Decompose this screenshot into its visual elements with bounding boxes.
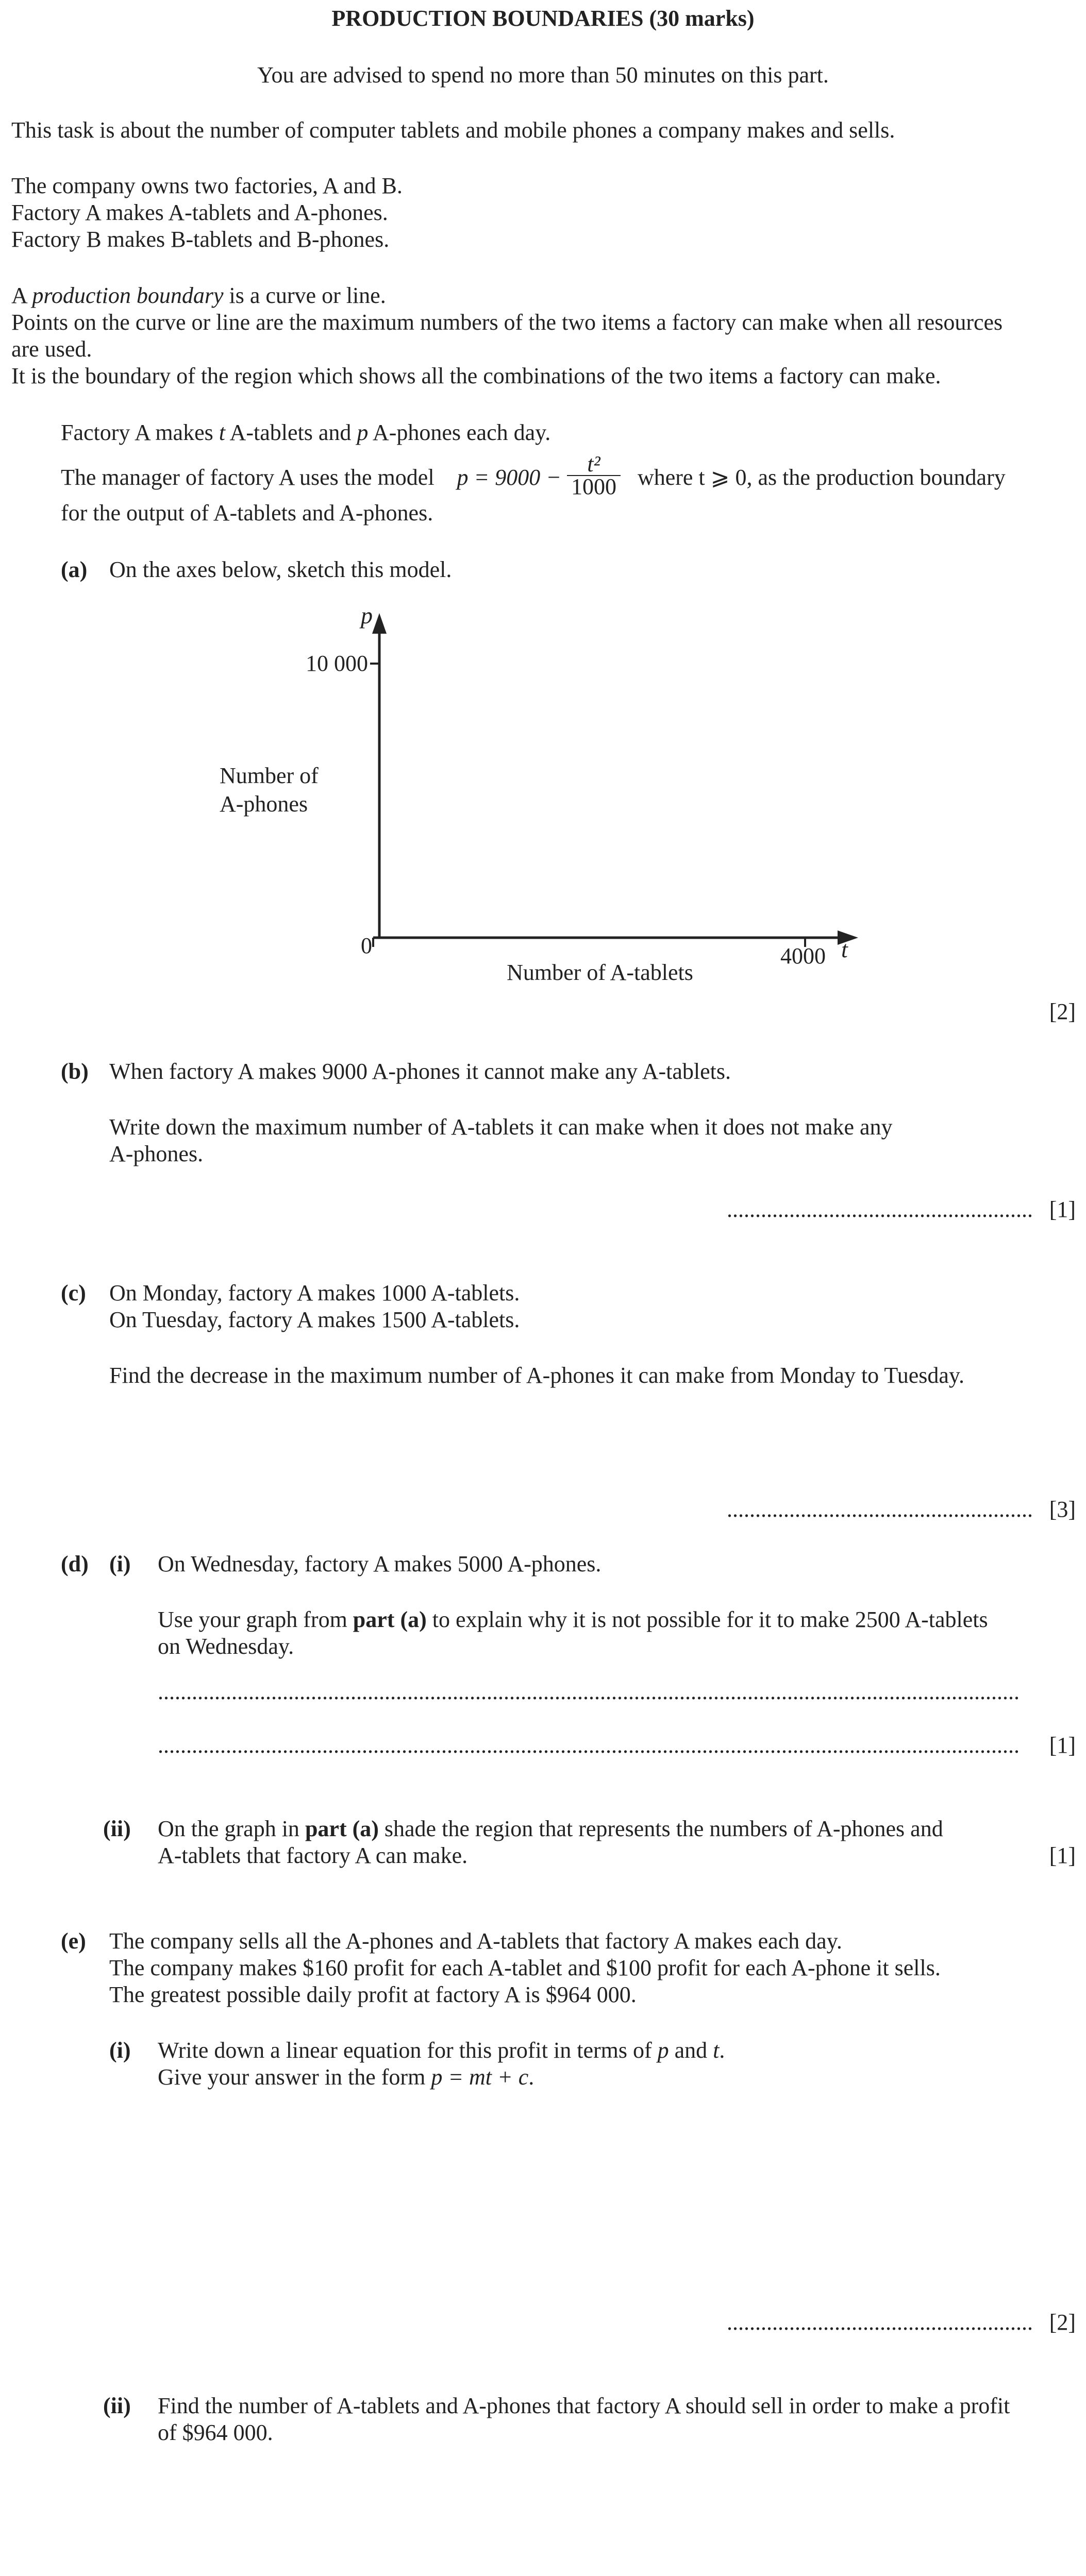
part-d-i-answer-line-1[interactable]: ........................................................................................................................................................ — [158, 1679, 1020, 1704]
part-d-i-answer-line-2[interactable]: ........................................................................................................................................................ — [158, 1733, 1020, 1758]
part-b-line-2: Write down the maximum number of A-tablets it can make when it does not make any — [109, 1114, 893, 1140]
part-e-i-answer-line[interactable]: ...................................................... — [727, 2310, 1033, 2335]
part-b-label: (b) — [61, 1059, 89, 1084]
sketch-axes[interactable] — [0, 603, 1086, 999]
part-d-i-line-3: on Wednesday. — [158, 1634, 294, 1659]
part-c-answer-line[interactable]: ...................................................... — [727, 1497, 1033, 1522]
model-equation: p = 9000 − — [457, 465, 561, 490]
part-e-line-3: The greatest possible daily profit at factory A is $964 000. — [109, 1982, 637, 2007]
x-axis-arrow-icon — [838, 930, 858, 945]
model-fraction: $\frac{\text{t²}}{1000}$ — [567, 453, 621, 498]
page-title: PRODUCTION BOUNDARIES (30 marks) — [331, 6, 755, 31]
x-axis-variable: t — [841, 936, 848, 962]
part-d-ii-line-1: On the graph in part (a) shade the region that represents the numbers of A-phones and — [158, 1816, 943, 1841]
part-d-i-line-2: Use your graph from part (a) to explain why it is not possible for it to make 2500 A-tablets — [158, 1607, 988, 1632]
y-tick-label: 10 000 — [306, 651, 368, 676]
x-axis-label: Number of A-tablets — [507, 960, 693, 985]
part-c-marks: [3] — [1049, 1497, 1076, 1522]
task-intro: This task is about the number of computer tablets and mobile phones a company makes and sells. — [11, 117, 895, 143]
part-a-text: On the axes below, sketch this model. — [109, 557, 452, 582]
part-b-marks: [1] — [1049, 1197, 1076, 1222]
part-c-line-3: Find the decrease in the maximum number of A-phones it can make from Monday to Tuesday. — [109, 1363, 965, 1388]
part-c-label: (c) — [61, 1280, 86, 1306]
part-d-i-line-1: On Wednesday, factory A makes 5000 A-phones. — [158, 1551, 602, 1577]
part-d-ii-marks: [1] — [1049, 1843, 1076, 1868]
factories-line-3: Factory B makes B-tablets and B-phones. — [11, 227, 390, 252]
part-e-line-1: The company sells all the A-phones and A-tablets that factory A makes each day. — [109, 1928, 842, 1954]
y-axis-arrow-icon — [372, 613, 387, 634]
part-a-marks: [2] — [1049, 999, 1076, 1024]
definition-line-1: A production boundary is a curve or line. — [11, 283, 386, 308]
y-axis-label-line-2: A-phones — [220, 791, 308, 817]
definition-line-3: are used. — [11, 336, 92, 362]
part-e-ii-line-2: of $964 000. — [158, 2420, 273, 2445]
part-c-line-2: On Tuesday, factory A makes 1500 A-tablets. — [109, 1307, 520, 1332]
part-e-i-label: (i) — [109, 2038, 131, 2063]
y-axis-label-line-1: Number of — [220, 763, 319, 788]
model-line-3: for the output of A-tablets and A-phones. — [61, 500, 433, 526]
part-e-i-line-2: Give your answer in the form p = mt + c. — [158, 2064, 534, 2090]
model-line-1: Factory A makes t A-tablets and p A-phones each day. — [61, 420, 551, 445]
part-d-ii-line-2: A-tablets that factory A can make. — [158, 1843, 468, 1868]
model-line-2: The manager of factory A uses the model p = 9000 − $\frac{\text{t²}}{1000}$ where t ⩾ 0, as the production boundary — [61, 451, 1006, 499]
part-b-answer-line[interactable]: ...................................................... — [727, 1197, 1033, 1222]
definition-line-2: Points on the curve or line are the maximum numbers of the two items a factory can make when all resources — [11, 310, 1003, 335]
part-d-i-marks: [1] — [1049, 1733, 1076, 1758]
part-e-label: (e) — [61, 1928, 86, 1954]
definition-line-4: It is the boundary of the region which shows all the combinations of the two items a factory can make. — [11, 363, 941, 388]
part-d-ii-label: (ii) — [103, 1816, 131, 1841]
part-e-ii-line-1: Find the number of A-tablets and A-phones that factory A should sell in order to make a profit — [158, 2393, 1010, 2418]
part-b-line-3: A-phones. — [109, 1141, 204, 1166]
part-e-line-2: The company makes $160 profit for each A-tablet and $100 profit for each A-phone it sells. — [109, 1955, 941, 1980]
part-d-label: (d) — [61, 1551, 89, 1577]
x-tick-label: 4000 — [780, 943, 826, 969]
part-d-i-label: (i) — [109, 1551, 131, 1577]
factories-line-2: Factory A makes A-tablets and A-phones. — [11, 200, 388, 225]
y-axis-variable: p — [361, 603, 373, 629]
definition-term: production boundary — [32, 283, 224, 308]
part-a-label: (a) — [61, 557, 88, 582]
factories-line-1: The company owns two factories, A and B. — [11, 173, 403, 198]
part-e-i-marks: [2] — [1049, 2310, 1076, 2335]
part-e-ii-label: (ii) — [103, 2393, 131, 2418]
origin-label: 0 — [361, 933, 372, 958]
part-e-i-line-1: Write down a linear equation for this profit in terms of p and t. — [158, 2038, 725, 2063]
part-b-line-1: When factory A makes 9000 A-phones it cannot make any A-tablets. — [109, 1059, 731, 1084]
part-c-line-1: On Monday, factory A makes 1000 A-tablets. — [109, 1280, 520, 1306]
time-advice: You are advised to spend no more than 50 minutes on this part. — [257, 62, 829, 88]
